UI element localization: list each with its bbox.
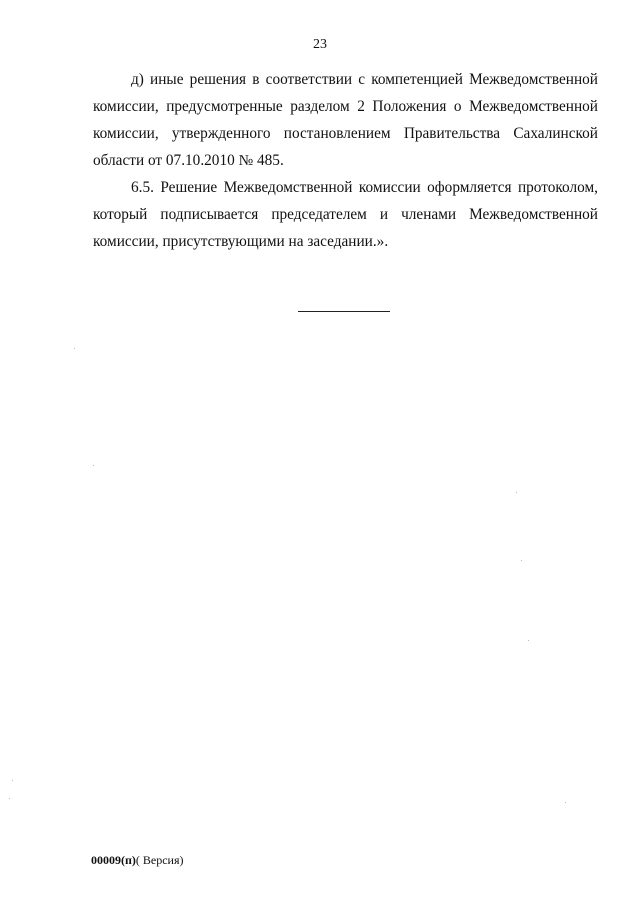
end-separator-line (298, 311, 390, 312)
scan-speck (565, 802, 566, 803)
scan-speck (528, 640, 529, 641)
document-body (93, 66, 598, 255)
scan-speck (9, 798, 10, 799)
scan-speck (521, 560, 522, 561)
scan-speck (516, 492, 517, 493)
scan-speck (12, 780, 13, 781)
page-number: 23 (313, 37, 327, 52)
footer-version-label: ( Версия) (135, 853, 184, 867)
footer-version (91, 852, 184, 868)
paragraph-6-5: 6.5. Решение Межведомственной комиссии оформляется протоколом, который подписывается председателем и членами Межведомственной комиссии, присутствующими на заседании.». (93, 179, 598, 250)
paragraph-subitem-d: д) иные решения в соответствии с компетенцией Межведомственной комиссии, предусмотренные разделом 2 Положения о Межведомственной комиссии, утвержденного постановлением Правительства Сахалинской области от 07.10.2010 № 485. (93, 71, 598, 169)
scan-speck (74, 348, 75, 349)
footer-code: 00009(п) (91, 853, 136, 867)
scan-speck (93, 465, 94, 466)
